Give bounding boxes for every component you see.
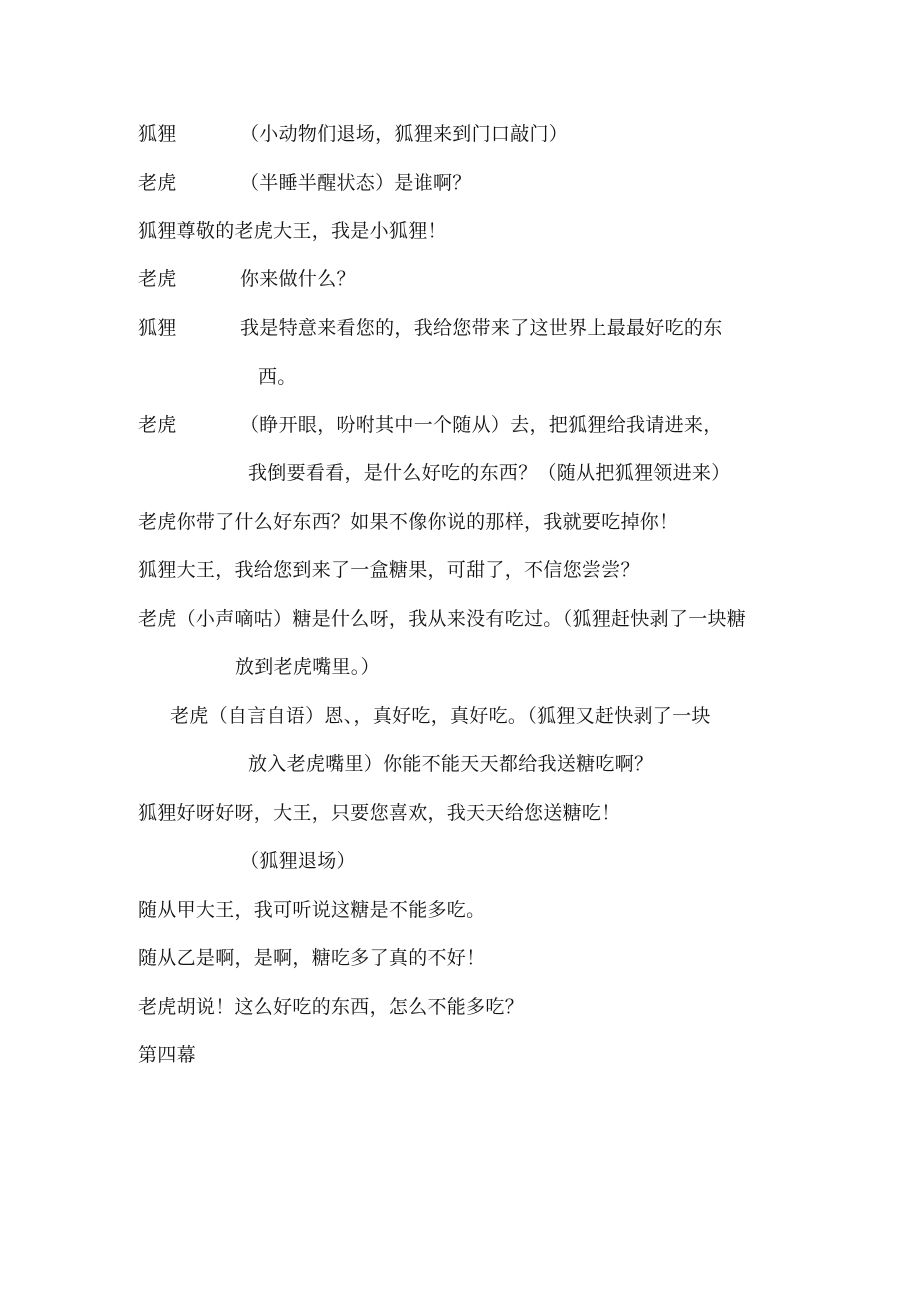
dialogue-line: 随从甲大王，我可听说这糖是不能多吃。 — [138, 899, 486, 921]
dialogue-continuation: 放入老虎嘴里）你能不能天天都给我送糖吃啊？ — [248, 753, 654, 775]
dialogue-line: 随从乙是啊，是啊，糖吃多了真的不好！ — [138, 947, 486, 969]
dialogue-line: 狐狸好呀好呀，大王，只要您喜欢，我天天给您送糖吃！ — [138, 802, 621, 824]
dialogue-line: （睁开眼，吩咐其中一个随从）去，把狐狸给我请进来， — [240, 414, 723, 436]
dialogue-line: 你来做什么？ — [240, 268, 356, 290]
dialogue-continuation: 我倒要看看，是什么好吃的东西？（随从把狐狸领进来） — [248, 462, 731, 484]
dialogue-line: 狐狸大王，我给您到来了一盒糖果，可甜了，不信您尝尝？ — [138, 559, 640, 581]
speaker-label: 狐狸 — [138, 317, 177, 339]
dialogue-line: 老虎（小声嘀咕）糖是什么呀，我从来没有吃过。（狐狸赶快剥了一块糖 — [138, 608, 747, 630]
dialogue-line: 老虎你带了什么好东西？如果不像你说的那样，我就要吃掉你！ — [138, 511, 679, 533]
speaker-label: 老虎 — [138, 414, 177, 436]
dialogue-line: 我是特意来看您的，我给您带来了这世界上最最好吃的东 — [240, 317, 723, 339]
dialogue-continuation: 西。 — [258, 366, 297, 388]
act-heading: 第四幕 — [138, 1044, 196, 1066]
stage-direction: （狐狸退场） — [240, 850, 356, 872]
speaker-label: 老虎 — [138, 172, 177, 194]
dialogue-line: 狐狸尊敬的老虎大王，我是小狐狸！ — [138, 220, 447, 242]
speaker-label: 狐狸 — [138, 123, 177, 145]
dialogue-line: 老虎（自言自语）恩、，真好吃，真好吃。（狐狸又赶快剥了一块 — [170, 705, 711, 727]
dialogue-line: （小动物们退场，狐狸来到门口敲门） — [240, 123, 569, 145]
dialogue-line: 老虎胡说！这么好吃的东西，怎么不能多吃？ — [138, 996, 525, 1018]
dialogue-continuation: 放到老虎嘴里。） — [235, 656, 380, 678]
speaker-label: 老虎 — [138, 268, 177, 290]
dialogue-line: （半睡半醒状态）是谁啊？ — [240, 172, 472, 194]
